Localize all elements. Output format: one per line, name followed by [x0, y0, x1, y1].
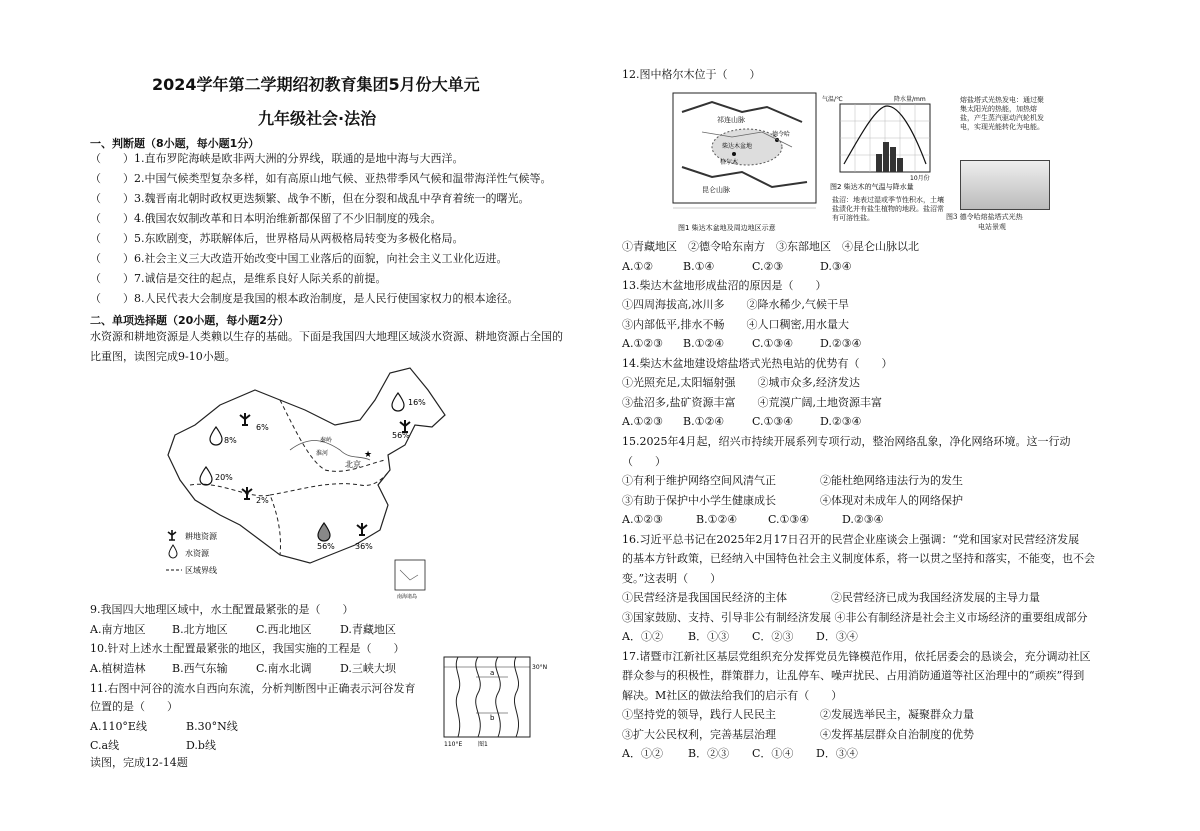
judgment-text: 2.中国气候类型复杂多样，如有高原山地气候、亚热带季风气候和温带海洋性气候等。: [134, 172, 552, 185]
q17-option-a: A．①②: [622, 747, 663, 760]
answer-paren: （ ）: [90, 152, 134, 165]
map-label: 北京: [345, 460, 361, 469]
q17-option-b: B．②③: [688, 747, 730, 760]
q15-choices-line1: ①有利于维护网络空间风清气正 ②能杜绝网络违法行为的发生: [622, 474, 963, 487]
water-drop-icon: [200, 467, 212, 485]
q14-option-b: B.①②④: [683, 415, 725, 428]
q13-choices-line2: ③内部低平,排水不畅 ④人口稠密,用水量大: [622, 318, 849, 331]
q11-option-a: A.110°E线: [90, 720, 147, 733]
answer-paren: （ ）: [90, 172, 134, 185]
legend-label: 水资源: [185, 549, 209, 558]
q10-option-b: B.西气东输: [172, 662, 228, 675]
answer-paren: （ ）: [90, 252, 134, 265]
q16-option-d: D．③④: [816, 630, 858, 643]
legend-label: 区域界线: [185, 566, 217, 575]
q10-stem: 10.针对上述水土配置最紧张的地区，我国实施的工程是（ ）: [90, 642, 405, 655]
section2-intro-line2: 比重图，读图完成9-10小题。: [90, 350, 236, 363]
farmland-icon: [168, 530, 176, 540]
q16-option-a: A．①②: [622, 630, 663, 643]
q10-option-d: D.三峡大坝: [340, 662, 396, 675]
answer-paren: （ ）: [90, 212, 134, 225]
section2-heading: 二、单项选择题（20小题，每小题2分）: [90, 314, 289, 327]
figure-caption: 图1: [478, 741, 488, 748]
map-label: 2%: [256, 496, 269, 505]
q9-option-d: D.青藏地区: [340, 623, 396, 636]
water-drop-icon: [169, 545, 177, 558]
q12-stem: 12.图中格尔木位于（ ）: [622, 68, 761, 81]
farmland-icon: [357, 523, 367, 535]
page-title: 2024学年第二学期绍初教育集团5月份大单元: [152, 75, 480, 94]
q15-stem-line1: 15.2025年4月起，绍兴市持续开展系列专项行动，整治网络乱象，净化网络环境。这一行动: [622, 435, 1071, 448]
q12-option-d: D.③④: [820, 260, 852, 273]
q11-option-c: C.a线: [90, 739, 120, 752]
solar-plant-note: 熔盐塔式光热发电：通过聚集太阳光的热能，加热熔盐，产生蒸汽驱动汽轮机发电，实现光能转化为电能。: [960, 96, 1044, 131]
q15-option-b: B.①②④: [696, 513, 738, 526]
judgment-text: 7.诚信是交往的起点，是维系良好人际关系的前提。: [134, 272, 387, 285]
q13-choices-line1: ①四周海拔高,冰川多 ②降水稀少,气候干旱: [622, 298, 849, 311]
q13-option-a: A.①②③: [622, 337, 664, 350]
q15-option-d: D.②③④: [842, 513, 884, 526]
axis-label: 降水量/mm: [894, 96, 926, 103]
q12-choices: ①青藏地区 ②德令哈东南方 ③东部地区 ④昆仑山脉以北: [622, 240, 919, 253]
q13-stem: 13.柴达木盆地形成盐沼的原因是（ ）: [622, 279, 827, 292]
china-resource-map: [160, 365, 460, 600]
q17-stem-line3: 解决。M社区的做法给我们的启示有（ ）: [622, 689, 843, 702]
q10-option-c: C.南水北调: [256, 662, 312, 675]
q17-option-c: C．①④: [752, 747, 794, 760]
map-label: 德令哈: [772, 131, 791, 138]
q15-stem-line2: （ ）: [622, 455, 666, 468]
map-label: 格尔木: [720, 159, 739, 166]
map-label: 16%: [408, 398, 426, 407]
judgment-text: 8.人民代表大会制度是我国的根本政治制度，是人民行使国家权力的根本途径。: [134, 292, 519, 305]
water-drop-icon: [318, 523, 330, 541]
q15-option-a: A.①②③: [622, 513, 664, 526]
q9-stem: 9.我国四大地理区域中，水土配置最紧张的是（ ）: [90, 603, 354, 616]
q13-option-b: B.①②④: [683, 337, 725, 350]
legend-label: 耕地资源: [185, 532, 217, 541]
map-label: 36%: [355, 542, 373, 551]
region-border-qinling: [270, 470, 390, 495]
judgment-text: 1.直布罗陀海峡是欧非两大洲的分界线，联通的是地中海与大西洋。: [134, 152, 464, 165]
region-border-north: [280, 400, 385, 471]
figure-caption: 图2 柴达木的气温与降水量: [830, 183, 914, 191]
farmland-icon: [242, 487, 252, 499]
axis-label: 10月份: [910, 175, 930, 182]
judgment-text: 5.东欧剧变，苏联解体后，世界格局从两极格局转变为多极化格局。: [134, 232, 464, 245]
q13-option-c: C.①③④: [752, 337, 794, 350]
map-label: 8%: [224, 436, 237, 445]
q16-choices-line2: ③国家鼓励、支持、引导非公有制经济发展 ④非公有制经济是社会主义市场经济的重要组成部分: [622, 611, 1088, 624]
q17-stem-line2: 群众参与的积极性，群策群力，让乱停车、噪声扰民、占用消防通道等社区治理中的“顽疾”得到: [622, 669, 1085, 682]
contour-figure: [438, 653, 558, 751]
judgment-item-7: [90, 272, 387, 286]
q16-stem-line2: 的基本方针政策，已经纳入中国特色社会主义制度体系，将一以贯之坚持和落实，不能变，也不会: [622, 552, 1095, 565]
solar-plant-photo: [960, 160, 1050, 210]
line-b-label: b: [490, 714, 495, 722]
q15-choices-line2: ③有助于保护中小学生健康成长 ④体现对未成年人的网络保护: [622, 494, 963, 507]
answer-paren: （ ）: [90, 232, 134, 245]
q11-option-d: D.b线: [186, 739, 216, 752]
q9-option-a: A.南方地区: [90, 623, 146, 636]
q14-option-d: D.②③④: [820, 415, 862, 428]
q17-choices-line2: ③扩大公民权利，完善基层治理 ④发挥基层群众自治制度的优势: [622, 728, 974, 741]
water-drop-icon: [210, 427, 222, 445]
page-subtitle: 九年级社会·法治: [258, 109, 377, 128]
map-label: 56%: [392, 431, 410, 440]
judgment-item-8: [90, 292, 519, 306]
q16-choices-line1: ①民营经济是我国国民经济的主体 ②民营经济已成为我国经济发展的主导力量: [622, 591, 1040, 604]
map-label: 昆仑山脉: [702, 186, 730, 194]
latitude-label: 30°N: [532, 664, 548, 671]
judgment-item-4: [90, 212, 442, 226]
salt-marsh-note: 盐沼：地表过湿或季节性积水，土壤盐渍化并有盐生植物的地段。盐沼常有可溶性盐。: [832, 196, 944, 222]
longitude-label: 110°E: [444, 741, 463, 748]
q14-option-c: C.①③④: [752, 415, 794, 428]
judgment-item-1: [90, 152, 464, 166]
map-label: 秦岭: [320, 437, 333, 444]
q12-option-c: C.②③: [752, 260, 784, 273]
fig3-caption-line2: 电站景观: [978, 223, 1006, 231]
map-label: 柴达木盆地: [722, 143, 753, 150]
answer-paren: （ ）: [90, 292, 134, 305]
q14-choices-line2: ③盐沼多,盐矿资源丰富 ④荒漠广阔,土地资源丰富: [622, 396, 882, 409]
figure-caption: 图1 柴达木盆地及周边地区示意: [678, 224, 776, 232]
answer-paren: （ ）: [90, 272, 134, 285]
section2-intro-line1: 水资源和耕地资源是人类赖以生存的基础。下面是我国四大地理区域淡水资源、耕地资源占全国的: [90, 330, 563, 343]
q11-stem-line2: 位置的是（ ）: [90, 700, 178, 713]
q14-option-a: A.①②③: [622, 415, 664, 428]
q11-tail: 读图，完成12-14题: [90, 756, 188, 769]
q15-option-c: C.①③④: [768, 513, 810, 526]
climate-chart: [822, 92, 950, 192]
section1-heading: 一、判断题（8小题，每小题1分）: [90, 137, 260, 150]
q14-stem: 14.柴达木盆地建设熔盐塔式光热电站的优势有（ ）: [622, 357, 893, 370]
q10-option-a: A.植树造林: [90, 662, 146, 675]
q16-option-b: B．①③: [688, 630, 730, 643]
q17-option-d: D．③④: [816, 747, 858, 760]
judgment-text: 6.社会主义三大改造开始改变中国工业落后的面貌，向社会主义工业化迈进。: [134, 252, 508, 265]
q16-option-c: C．②③: [752, 630, 794, 643]
q14-choices-line1: ①光照充足,太阳辐射强 ②城市众多,经济发达: [622, 376, 860, 389]
farmland-icon: [240, 413, 250, 425]
q12-option-a: A.①②: [622, 260, 654, 273]
q11-option-b: B.30°N线: [186, 720, 238, 733]
judgment-item-6: [90, 252, 508, 266]
line-a-label: a: [490, 669, 495, 677]
map-label: 祁连山脉: [717, 116, 745, 124]
judgment-item-2: [90, 172, 552, 186]
answer-paren: （ ）: [90, 192, 134, 205]
judgment-item-5: [90, 232, 464, 246]
judgment-text: 4.俄国农奴制改革和日本明治维新都保留了不少旧制度的残余。: [134, 212, 442, 225]
fig3-caption-line1: 图3 德令哈熔盐塔式光热: [946, 213, 1023, 221]
q11-stem-line1: 11.右图中河谷的流水自西向东流，分析判断图中正确表示河谷发育: [90, 682, 416, 695]
axis-label: 气温/℃: [822, 96, 843, 103]
map-label: 南海诸岛: [397, 594, 418, 600]
map-label: 56%: [317, 542, 335, 551]
water-drop-icon: [392, 393, 404, 411]
south-sea-inset: [395, 560, 425, 590]
map-label: 20%: [215, 473, 233, 482]
q16-stem-line3: 变。”这表明（ ）: [622, 572, 722, 585]
q9-option-b: B.北方地区: [172, 623, 228, 636]
qaidam-map: [672, 92, 817, 234]
judgment-text: 3.魏晋南北朝时政权更迭频繁、战争不断，但在分裂和战乱中孕育着统一的曙光。: [134, 192, 530, 205]
q17-choices-line1: ①坚持党的领导，践行人民民主 ②发展选举民主，凝聚群众力量: [622, 708, 974, 721]
q9-option-c: C.西北地区: [256, 623, 312, 636]
map-label: 6%: [256, 423, 269, 432]
judgment-item-3: [90, 192, 530, 206]
region-border-west: [190, 484, 281, 555]
q17-stem-line1: 17.诸暨市江新社区基层党组织充分发挥党员先锋模范作用，依托居委会的恳谈会，充分调动社区: [622, 650, 1091, 663]
map-label: 淮河: [316, 450, 329, 457]
q13-option-d: D.②③④: [820, 337, 862, 350]
beijing-star: ★: [364, 450, 373, 460]
q12-option-b: B.①④: [683, 260, 715, 273]
q16-stem-line1: 16.习近平总书记在2025年2月17日召开的民营企业座谈会上强调：“党和国家对民营经济发展: [622, 533, 1080, 546]
